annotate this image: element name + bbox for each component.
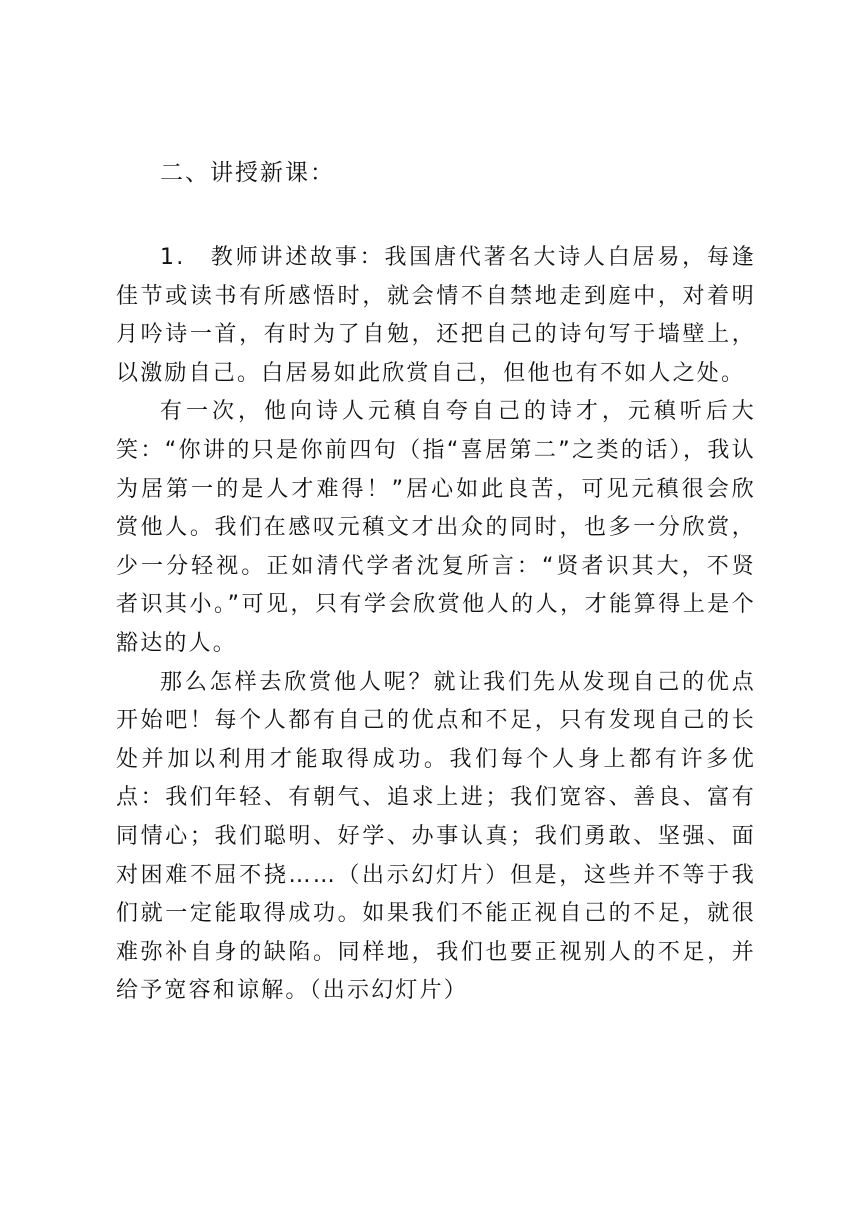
paragraph-story-intro: 1. 教师讲述故事：我国唐代著名大诗人白居易，每逢佳节或读书有所感悟时，就会情不自禁地走到庭中，对着明月吟诗一首，有时为了自勉，还把自己的诗句写于墙壁上，以激励自己。白居易如此欣赏自己，但他也有不如人之处。	[116, 245, 756, 386]
paragraph-appreciate-others: 那么怎样去欣赏他人呢？就让我们先从发现自己的优点开始吧！每个人都有自己的优点和不足，只有发现自己的长处并加以利用才能取得成功。我们每个人身上都有许多优点：我们年轻、有朝气、追求上进；我们宽容、善良、富有同情心；我们聪明、好学、办事认真；我们勇敢、坚强、面对困难不屈不挠……（出示幻灯片）但是，这些并不等于我们就一定能取得成功。如果我们不能正视自己的不足，就很难弥补自身的缺陷。同样地，我们也要正视别人的不足，并给予宽容和谅解。（出示幻灯片）	[116, 669, 756, 1004]
body-text	[116, 239, 756, 1011]
section-heading: 二、讲授新课：	[160, 160, 335, 186]
paragraph-yuan-zhen: 有一次，他向诗人元稹自夸自己的诗才，元稹听后大笑：“你讲的只是你前四句（指“喜居第二”之类的话），我认为居第一的是人才难得！”居心如此良苦，可见元稹很会欣赏他人。我们在感叹元稹文才出众的同时，也多一分欣赏，少一分轻视。正如清代学者沈复所言：“贤者识其大，不贤者识其小。”可见，只有学会欣赏他人的人，才能算得上是个豁达的人。	[116, 399, 756, 656]
